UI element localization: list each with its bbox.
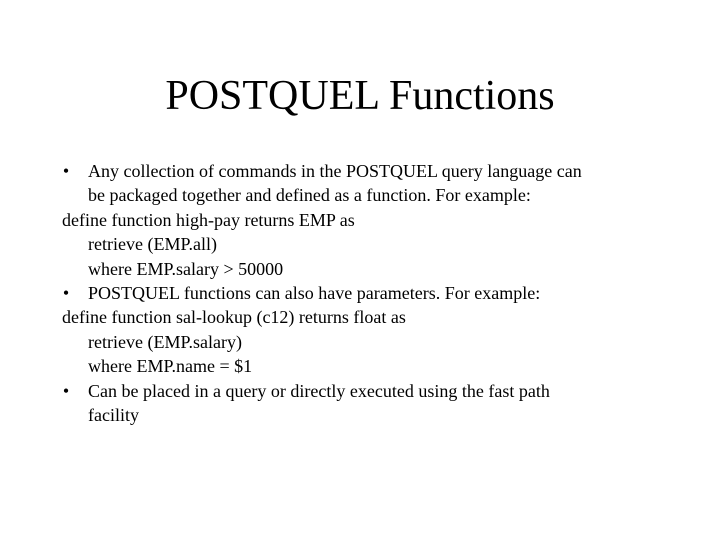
bullet-text: POSTQUEL functions can also have parameters. For example: [88, 282, 541, 303]
bullet-text: Any collection of commands in the POSTQUEL query language can [88, 161, 582, 181]
bullet-text-continuation: be packaged together and defined as a function. For example: [88, 185, 531, 206]
code-line-indented: where EMP.salary > 50000 [88, 258, 284, 279]
bullet-item [62, 379, 702, 403]
code-line-indented: retrieve (EMP.salary) [88, 331, 242, 352]
code-line: define function sal-lookup (c12) returns float as [62, 307, 406, 328]
slide-body [62, 159, 702, 427]
slide-title: POSTQUEL Functions [165, 73, 555, 119]
code-line: define function high-pay returns EMP as [62, 209, 355, 230]
bullet-item [62, 281, 702, 305]
code-line-indented: where EMP.name = $1 [88, 356, 253, 377]
bullet-icon: • [62, 380, 70, 401]
bullet-icon: • [62, 282, 70, 303]
bullet-text-continuation: facility [88, 404, 139, 425]
bullet-icon: • [62, 161, 70, 181]
bullet-item [62, 159, 702, 183]
bullet-text: Can be placed in a query or directly executed using the fast path [88, 380, 550, 401]
code-line-indented: retrieve (EMP.all) [88, 234, 217, 255]
